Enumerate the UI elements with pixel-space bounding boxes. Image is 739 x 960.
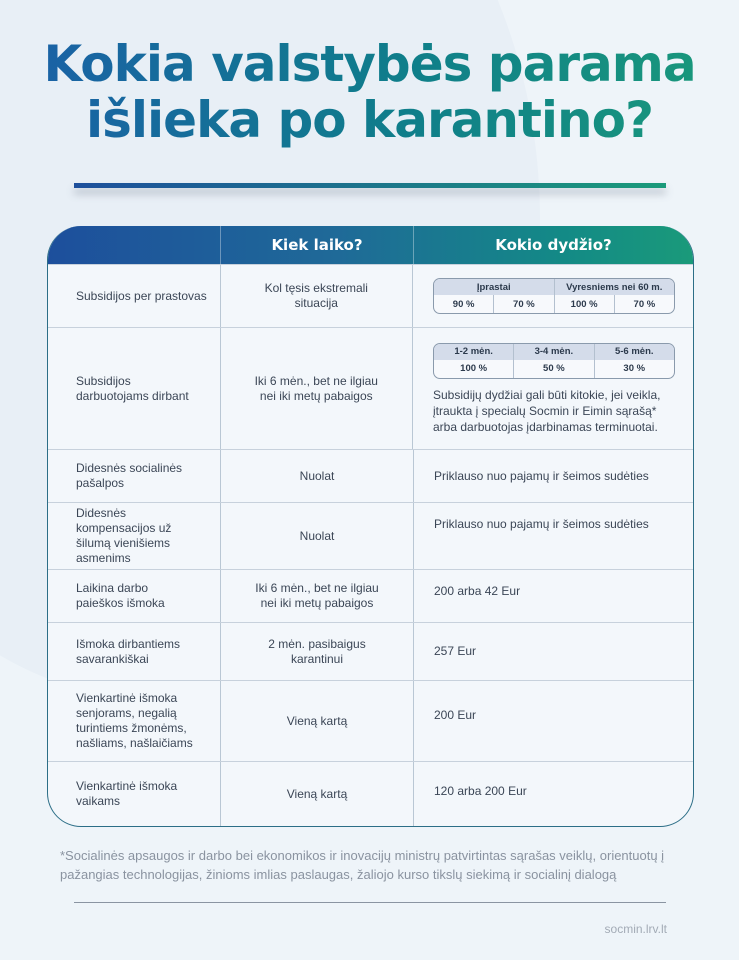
row-amount: 257 Eur	[413, 623, 693, 680]
mini-header	[434, 279, 674, 295]
mini-header	[434, 344, 674, 360]
row-duration	[220, 570, 413, 622]
mini-value: 100 %	[554, 295, 614, 313]
row-name	[48, 450, 220, 502]
table-row	[48, 449, 693, 502]
row-duration: Nuolat	[220, 450, 413, 502]
table-row	[48, 622, 693, 680]
footer-divider	[74, 902, 666, 903]
row-name	[48, 503, 220, 569]
mini-group-label: Įprastai	[476, 281, 511, 293]
mini-value: 70 %	[614, 295, 674, 313]
name-text: Išmoka dirbantiems savarankiškai	[76, 636, 181, 666]
table-row	[48, 502, 693, 569]
row-name	[48, 328, 220, 449]
mini-period: 5-6 mėn.	[594, 344, 675, 360]
name-text: Vienkartinė išmoka senjorams, negalią turintiems žmonėms, našliams, našlaičiams	[76, 691, 193, 750]
title-line-1: Kokia valstybės parama	[43, 35, 696, 93]
site-url: socmin.lrv.lt	[604, 922, 667, 936]
duration-text: Iki 6 mėn., bet ne ilgiau nei iki metų pabaigos	[255, 581, 379, 610]
table-header	[48, 226, 693, 264]
row-amount	[412, 328, 693, 449]
row-duration	[220, 328, 412, 449]
duration-text: Iki 6 mėn., bet ne ilgiau nei iki metų pabaigos	[254, 373, 378, 403]
name-text: Laikina darbo paieškos išmoka	[76, 581, 165, 610]
table-row	[48, 680, 693, 761]
mini-table-working	[433, 343, 675, 379]
mini-group-label: Vyresniems nei 60 m.	[554, 279, 675, 295]
mini-values	[434, 295, 674, 313]
mini-values	[434, 360, 674, 378]
row-name	[48, 623, 220, 680]
mini-value: 90 %	[452, 298, 475, 310]
mini-period: 1-2 mėn.	[454, 346, 493, 357]
row-name: Subsidijos per prastovas	[76, 288, 207, 303]
title-line-2: išlieka po karantino?	[85, 91, 653, 149]
row-amount: 200 arba 42 Eur	[413, 570, 693, 622]
row-name	[48, 570, 220, 622]
duration-text: 2 mėn. pasibaigus karantinui	[268, 636, 366, 666]
row-amount: Priklauso nuo pajamų ir šeimos sudėties	[413, 450, 693, 502]
row-amount	[412, 265, 693, 327]
row-duration	[220, 623, 413, 680]
duration-text: Kol tęsis ekstremali situacija	[264, 281, 368, 310]
subsidy-note: Subsidijų dydžiai gali būti kitokie, jei veikla, įtraukta į specialų Socmin ir Eimin sąrašą* arba darbuotojas įdarbinamas terminuotai.	[433, 387, 661, 434]
row-name	[48, 762, 220, 826]
mini-table-idle	[433, 278, 675, 314]
footnote: *Socialinės apsaugos ir darbo bei ekonomikos ir inovacijų ministrų patvirtintas sąrašas veiklų, orientuotų į pažangias technologijas, žinioms imlias paslaugas, žaliojo kurso tikslų siekimą ir socialinį dialogą	[60, 848, 665, 882]
table-row	[48, 327, 693, 449]
mini-value: 50 %	[513, 360, 593, 378]
row-amount: 120 arba 200 Eur	[413, 762, 693, 826]
header-duration: Kiek laiko?	[220, 226, 413, 264]
mini-value: 30 %	[594, 360, 675, 378]
row-amount: Priklauso nuo pajamų ir šeimos sudėties	[413, 503, 693, 569]
mini-value: 70 %	[493, 295, 553, 313]
name-text: Didesnės socialinės pašalpos	[76, 461, 183, 490]
page-title	[0, 36, 739, 148]
mini-value: 100 %	[460, 363, 488, 374]
row-amount: 200 Eur	[413, 681, 693, 761]
name-text: Vienkartinė išmoka vaikams	[76, 779, 178, 808]
table-row	[48, 761, 693, 826]
mini-period: 3-4 mėn.	[513, 344, 593, 360]
name-text: Didesnės kompensacijos už šilumą vienišiems asmenims	[76, 506, 172, 565]
table-row	[48, 569, 693, 622]
header-amount: Kokio dydžio?	[413, 226, 693, 264]
support-table	[47, 226, 694, 827]
row-name	[48, 681, 220, 761]
title-divider	[74, 183, 666, 188]
table-row	[48, 264, 693, 327]
row-duration: Nuolat	[220, 503, 413, 569]
name-text: Subsidijos darbuotojams dirbant	[76, 373, 189, 403]
row-duration	[220, 265, 412, 327]
row-duration: Vieną kartą	[220, 681, 413, 761]
row-duration: Vieną kartą	[220, 762, 413, 826]
header-empty	[48, 226, 220, 264]
